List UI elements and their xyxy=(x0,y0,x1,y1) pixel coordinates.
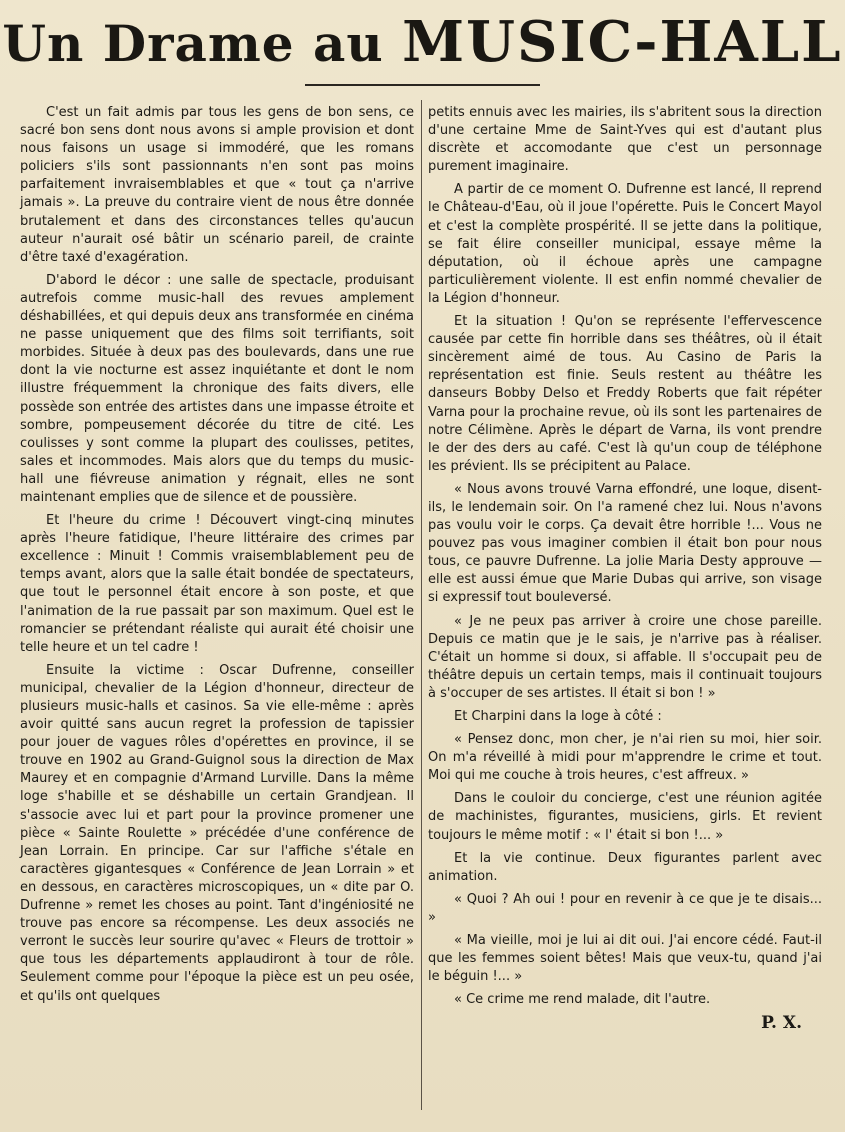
paragraph: Et la situation ! Qu'on se représente l'effervescence causée par cette fin horrible dans ses théâtres, où il était sincèrement aimé de tous. Au Casino de Paris la représentation est finie. Seuls restent au théâtre les danseurs Bobby Delso et Freddy Roberts que fait répéter Varna pour la prochaine revue, où ils sont les partenaires de notre Célimène. Après le départ de Varna, ils vont prendre le der des ders au café. C'est là qu'un coup de téléphone les prévient. Ils se précipitent au Palace. xyxy=(428,314,822,474)
paragraph: D'abord le décor : une salle de spectacle, produisant autrefois comme music-hall des revues amplement déshabillées, et qui depuis deux ans transformée en cinéma ne passe uniquement que des films soit terrifiants, soit morbides. Située à deux pas des boulevards, dans une rue dont la vie nocturne est assez inquiétante et dont le nom illustre fréquemment la chronique des faits divers, elle possède son entrée des artistes dans une impasse étroite et sombre, pompeusement décorée du titre de cité. Les coulisses y sont comme la plupart des coulisses, petites, sales et incommodes. Mais alors que du temps du music-hall une fiévreuse animation y régnait, elles ne sont maintenant emplies que de silence et de poussière. xyxy=(20,272,414,505)
right-column xyxy=(428,104,822,1033)
paragraph: « Quoi ? Ah oui ! pour en revenir à ce que je te disais... » xyxy=(428,891,822,925)
paragraph: petits ennuis avec les mairies, ils s'abritent sous la direction d'une certaine Mme de Saint-Yves qui est d'autant plus discrète et accomodante que c'est un personnage purement imaginaire. xyxy=(428,105,822,175)
title-part-2: MUSIC-HALL xyxy=(402,9,843,75)
paragraph: « Ce crime me rend malade, dit l'autre. xyxy=(454,992,711,1008)
paragraph: « Pensez donc, mon cher, je n'ai rien su moi, hier soir. On m'a réveillé à midi pour m'apprendre le crime et tout. Moi qui me couche à trois heures, c'est affreux. » xyxy=(428,732,822,784)
paragraph: « Nous avons trouvé Varna effondré, une loque, disent-ils, le lendemain soir. On l'a ramené chez lui. Nous n'avons pas voulu voir le corps. Ça devait être horrible !... Vous ne pouvez pas vous imaginer combien il était bon pour nous tous, ce pauvre Dufrenne. La jolie Maria Desty approuve — elle est aussi émue que Marie Dubas qui arrive, son visage si expressif tout bouleversé. xyxy=(428,481,822,606)
paragraph: « Je ne peux pas arriver à croire une chose pareille. Depuis ce matin que je le sais, je n'arrive pas à réaliser. C'était un homme si doux, si affable. Il s'occupait peu de théâtre depuis un certain temps, mais il continuait toujours à s'occuper de ses artistes. Il était si bon ! » xyxy=(428,613,822,701)
title-rule xyxy=(305,84,540,86)
author-signature: P. X. xyxy=(761,1013,802,1034)
paragraph: C'est un fait admis par tous les gens de bon sens, ce sacré bon sens dont nous avons si ample provision et dont nous faisons un usage si immodéré, que les romans policiers s'ils sont passionnants n'en sont pas moins parfaitement invraisemblables et que « tout ça n'arrive jamais ». La preuve du contraire vient de nous être donnée brutalement et dans des circonstances telles qu'aucun auteur n'aurait osé bâtir un scénario pareil, de crainte d'être taxé d'exagération. xyxy=(20,105,414,265)
column-divider xyxy=(421,100,422,1110)
left-column xyxy=(20,104,414,1011)
article-title xyxy=(0,6,845,78)
title-part-1: Un Drame au xyxy=(2,14,403,73)
paragraph: Dans le couloir du concierge, c'est une réunion agitée de machinistes, figurantes, musiciens, girls. Et revient toujours le même motif : « l' était si bon !... » xyxy=(428,791,822,843)
paragraph: Et Charpini dans la loge à côté : xyxy=(454,709,662,724)
paragraph: « Ma vieille, moi je lui ai dit oui. J'ai encore cédé. Faut-il que les femmes soient bêtes! Mais que veux-tu, quand j'ai le béguin !... » xyxy=(428,933,822,985)
paragraph: Et l'heure du crime ! Découvert vingt-cinq minutes après l'heure fatidique, l'heure littéraire des crimes par excellence : Minuit ! Commis vraisemblablement peu de temps avant, alors que la salle était bondée de spectateurs, que tout le personnel était encore à son poste, et que l'animation de la rue passait par son maximum. Quel est le romancier se prétendant réaliste qui aurait été choisir une telle heure et un tel cadre ! xyxy=(20,513,414,655)
paragraph: Et la vie continue. Deux figurantes parlent avec animation. xyxy=(428,850,822,884)
paragraph: A partir de ce moment O. Dufrenne est lancé, Il reprend le Château-d'Eau, où il joue l'opérette. Puis le Concert Mayol et c'est la complète prospérité. Il se jette dans la politique, se fait élire conseiller municipal, essaye même la députation, où il échoue après une campagne particulièrement violente. Il est enfin nommé chevalier de la Légion d'honneur. xyxy=(428,182,822,306)
paragraph: Ensuite la victime : Oscar Dufrenne, conseiller municipal, chevalier de la Légion d'honneur, directeur de plusieurs music-halls et casinos. Sa vie elle-même : après avoir quitté sans aucun regret la profession de tapissier pour jouer de vagues rôles d'opérettes en province, il se trouve en 1902 au Grand-Guignol sous la direction de Max Maurey et en compagnie d'Armand Lurville. Dans la même loge s'habille et se déshabille un certain Grandjean. Il s'associe avec lui et part pour la province promener une pièce « Sainte Roulette » précédée d'une conférence de Jean Lorrain. En principe. Car sur l'affiche s'étale en caractères gigantesques « Conférence de Jean Lorrain » et en dessous, en caractères microscopiques, un « dite par O. Dufrenne » remet les choses au point. Tant d'ingéniosité ne trouve pas encore sa récompense. Les deux associés ne verront le succès leur sourire qu'avec « Fleurs de trottoir » que tous les départements applaudiront à tour de rôle. Seulement comme pour l'époque la pièce est un peu osée, et qu'ils ont quelques xyxy=(20,662,414,1004)
